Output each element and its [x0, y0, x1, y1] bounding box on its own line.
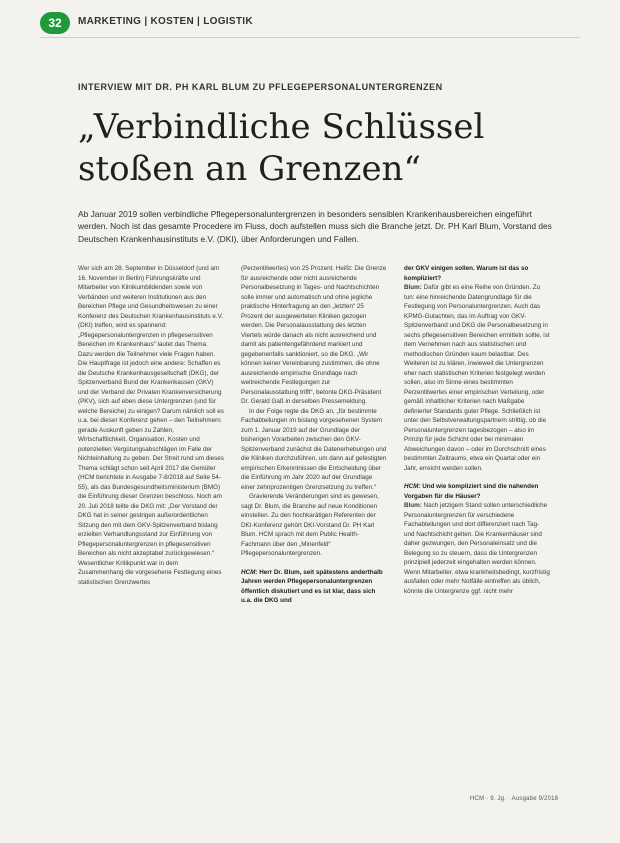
- text-column-3: [404, 264, 550, 596]
- section-title-text: MARKETING | KOSTEN | LOGISTIK: [78, 16, 253, 27]
- column-2-body-a: (Perzentilwertes) von 25 Prozent. Heißt: Die Grenze für ausreichende oder nicht ausreichende Personalbesetzung in Tages- und Nachtschichten solle immer und automatisch und ohne jegliche praktische Hinterfragung an den „letzten“ 25 Prozent der ausgewerteten Kliniken gezogen werden. Die Personalausstattung des letzten Viertels würde danach als nicht ausreichend und damit als patientengefährdend markiert und gegebenenfalls sanktioniert, so die DKG. „Wir können keiner Vereinbarung zustimmen, die ohne ausreichende empirische Grundlage nach weitreichende Festlegungen zur Personalausstattung trifft“, betonte DKG-Präsident Dr. Gerald Gaß in derselben Pressemeldung.: [241, 265, 387, 405]
- article-lead: Ab Januar 2019 sollen verbindliche Pflegepersonaluntergrenzen in besonders sensiblen Krankenhausbereichen eingeführt werden. Noch ist das gesamte Procedere im Fluss, doch aufstellen muss sich die Branche jetzt. Dr. PH Karl Blum, Vorstand des Deutschen Krankenhausinstituts e.V. (DKI), über Anforderungen und Fallen.: [78, 209, 552, 244]
- article-kicker: INTERVIEW MIT DR. PH KARL BLUM ZU PFLEGEPERSONALUNTERGRENZEN: [78, 82, 443, 92]
- answer-1-text: Dafür gibt es eine Reihe von Gründen. Zu tun: eine hinreichende Datengrundlage für die Festlegung von Personaluntergrenzen. Auch das KPMG-Gutachten, das im Auftrag von GKV-Spitzenverband und DKG die Personalbesetzung in sechs pflegesensitiven Bereichen ermitteln sollte, ist dem Vernehmen nach aus statistischen und methodischen Gründen kaum belastbar. Des Weiteren ist zu klären, inwieweit die Untergrenzen eher nach statistischen Kriterien festgelegt werden sollen, also im Sinne eines bestimmten Perzentilwertes einer empirischen Verteilung, oder gemäß inhaltlicher Kriterien nach Maßgabe definierter Standards guter Pflege. Schließlich ist unter den Selbstverwaltungspartnern strittig, ob die Personaluntergrenzen tagesbezogen – also im Prinzip für jede Schicht oder bei minimalen Abweichungen davon – oder im Durchschnitt eines bestimmten Zeitraums, etwa ein Quartal oder ein Jahr, erreicht werden sollen.: [404, 284, 550, 472]
- answer-2-text: Nach jetzigem Stand sollen unterschiedliche Personaluntergrenzen für verschiedene Fachabteilungen und dort differenziert nach Tag- und Nachtschicht gelten. Die Krankenhäuser sind daher gezwungen, den Personaleinsatz und die Belegung so zu steuern, dass die Untergrenzen prinzipiell jederzeit eingehalten werden können. Wenn Mitarbeiter, etwa krankheitsbedingt, kurzfristig ausfallen oder mehr Notfälle eintreffen als üblich, könnte die Untergrenze ggf. nicht mehr: [404, 502, 550, 595]
- answer-2-label: Blum:: [404, 502, 422, 509]
- section-title: [78, 16, 253, 27]
- page-number-badge: 32: [40, 12, 70, 34]
- page-folio: HCM · 9. Jg. · Ausgabe 9/2018: [470, 796, 559, 802]
- question-2-label: HCM:: [404, 483, 421, 490]
- interview-question-1-continued: der GKV einigen sollen. Warum ist das so kompliziert?: [404, 265, 529, 282]
- headline-line-1: „Verbindliche Schlüssel: [78, 107, 485, 147]
- text-column-2: [241, 264, 387, 606]
- interview-answer-2: [404, 501, 550, 596]
- question-2-text: Und wie kompliziert sind die nahenden Vorgaben für die Häuser?: [404, 483, 539, 500]
- question-1-label: HCM:: [241, 568, 258, 576]
- question-1-text: Herr Dr. Blum, seit spätestens anderthalb Jahren werden Pflegepersonaluntergrenzen öffentlich diskutiert und es ist klar, dass sich u.a. die DKG und: [241, 568, 383, 604]
- answer-1-label: Blum:: [404, 284, 422, 291]
- interview-answer-1: [404, 283, 550, 473]
- interview-question-1: [241, 568, 387, 606]
- column-2-body-c: Gravierende Veränderungen sind es gewesen, sagt Dr. Blum, die Branche auf neue Konditionen einstellen. Zu den hochkarätigen Referenten der DKI-Konferenz gehört DKI-Vorstand Dr. PH Karl Blum. HCM sprach mit dem Public Health-Fachmann über den „Minenfeld“ Pflegepersonaluntergrenzen.: [241, 493, 379, 557]
- text-column-1: [78, 264, 224, 587]
- column-2-body-b: In der Folge regte die DKG an, „für bestimmte Fachabteilungen im bislang vorgesehenen System zum 1. Januar 2019 auf der Grundlage der bisherigen Vorarbeiten zwischen den GKV-Spitzenverband zunächst die Datenerhebungen und die Kliniken durchzuführen, um dann auf gefestigten empirischen Erkenntnissen die Entscheidung über die Einführung im Jahr 2020 auf der Grundlage einer zehnprozentigen Grenzsetzung zu treffen.“: [241, 407, 387, 491]
- interview-question-2: [404, 482, 550, 501]
- headline-line-2: stoßen an Grenzen“: [78, 149, 421, 189]
- header-divider: [40, 37, 580, 38]
- article-headline: [78, 106, 538, 190]
- column-1-body: Wer sich am 28. September in Düsseldorf (und am 16. November in Berlin) Führungskräfte und Mitarbeiter von Klinikumbildenden sowie von Verbänden und weiteren Institutionen aus den Bereichen Pflege und Gesundheitswesen zu einer Konferenz des Deutschen Krankenhausinstituts e.V. (DKI) treffen, wird es spannend: „Pflegepersonaluntergrenzen in pflegesensitiven Bereichen im Krankenhaus“ lautet das Thema. Dazu werden die Teilnehmer viele Fragen haben. Die Hauptfrage ist jedoch eine andere: Schaffen es die Deutsche Krankenhausgesellschaft (DKG), der Spitzenverband Bund der Krankenkassen (GKV) und der Verband der Privaten Krankenversicherung (PKV), sich auf eben diese Untergrenzen (und für welche Bereiche) zu einigen? Darum nämlich soll es u.a. bei dieser Konferenz gehen – den Teilnehmern gerade Auskunft geben zu Zahlen, Wirtschaftlichkeit, Organisation, Kosten und potenziellen Vergütungsabschlägen im Falle der Nichteinhaltung zu geben. Der Streit rund um dieses Thema schlägt schon seit April 2017 die Gemüter (HCM berichtete in Ausgabe 7-8/2018 auf Seite 54-55), als das Bundesgesundheitsministerium (BMG) die Einführung dieser Grenzen beschloss. Noch am 20. Juli 2018 teilte die DKG mit: „Der Vorstand der DKG hat in seiner gestrigen außerordentlichen Sitzung den mit dem GKV-Spitzenverband bislang erzielten Verhandlungsstand zur Einführung von Pflegepersonaluntergrenzen in pflegesensitiven Bereichen als nicht akzeptabel zurückgewiesen.“ Wesentlicher Kritikpunkt war in dem Zusammenhang die vorgesehene Festlegung eines statistischen Grenzwertes: [78, 265, 224, 586]
